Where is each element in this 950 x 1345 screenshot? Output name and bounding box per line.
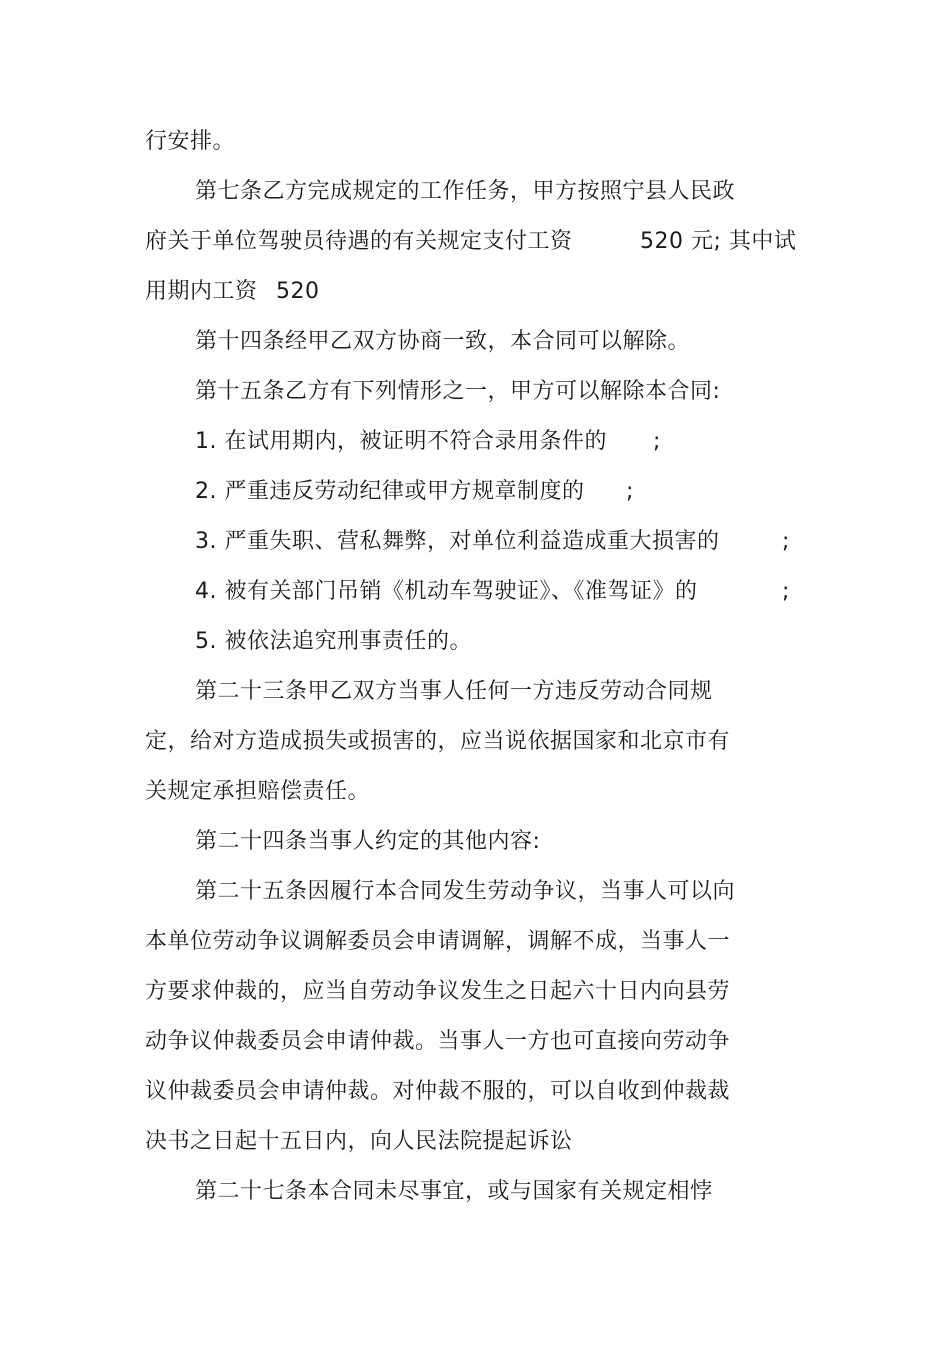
paragraph-article-27: 第二十七条本合同未尽事宜，或与国家有关规定相悖 <box>195 1179 713 1204</box>
list-item-terminator: ; <box>782 529 790 554</box>
paragraph-article-15: 第十五条乙方有下列情形之一，甲方可以解除本合同: <box>195 379 721 404</box>
probation-salary: 520 <box>276 279 320 304</box>
list-item-terminator: ; <box>653 429 661 454</box>
text-line: 动争议仲裁委员会申请仲裁。当事人一方也可直接向劳动争 <box>145 1029 731 1054</box>
text-line: 本单位劳动争议调解委员会申请调解，调解不成，当事人一 <box>145 929 731 954</box>
text-line: 定，给对方造成损失或损害的，应当说依据国家和北京市有 <box>145 729 731 754</box>
paragraph-article-23: 第二十三条甲乙双方当事人任何一方违反劳动合同规 <box>195 679 713 704</box>
list-item-terminator: ; <box>626 479 634 504</box>
paragraph-article-14: 第十四条经甲乙双方协商一致，本合同可以解除。 <box>195 329 691 354</box>
text-line: 府关于单位驾驶员待遇的有关规定支付工资 <box>145 229 573 254</box>
list-item: 4. 被有关部门吊销《机动车驾驶证》、《准驾证》的 <box>195 579 698 604</box>
text-line: 议仲裁委员会申请仲裁。对仲裁不服的，可以自收到仲裁裁 <box>145 1079 731 1104</box>
list-item-terminator: ; <box>782 579 790 604</box>
paragraph-article-25: 第二十五条因履行本合同发生劳动争议，当事人可以向 <box>195 879 736 904</box>
list-item: 5. 被依法追究刑事责任的。 <box>195 629 472 654</box>
salary-amount: 520 元; 其中试 <box>640 229 797 254</box>
text-line: 决书之日起十五日内，向人民法院提起诉讼 <box>145 1129 573 1154</box>
text-line: 行安排。 <box>145 129 236 154</box>
list-item: 3. 严重失职、营私舞弊，对单位利益造成重大损害的 <box>195 529 720 554</box>
text-line: 方要求仲裁的，应当自劳动争议发生之日起六十日内向县劳 <box>145 979 731 1004</box>
paragraph-article-7: 第七条乙方完成规定的工作任务，甲方按照宁县人民政 <box>195 179 736 204</box>
text-line: 用期内工资 <box>145 279 258 304</box>
list-item: 1. 在试用期内，被证明不符合录用条件的 <box>195 429 607 454</box>
list-item: 2. 严重违反劳动纪律或甲方规章制度的 <box>195 479 585 504</box>
paragraph-article-24: 第二十四条当事人约定的其他内容: <box>195 829 541 854</box>
text-line: 关规定承担赔偿责任。 <box>145 779 371 804</box>
